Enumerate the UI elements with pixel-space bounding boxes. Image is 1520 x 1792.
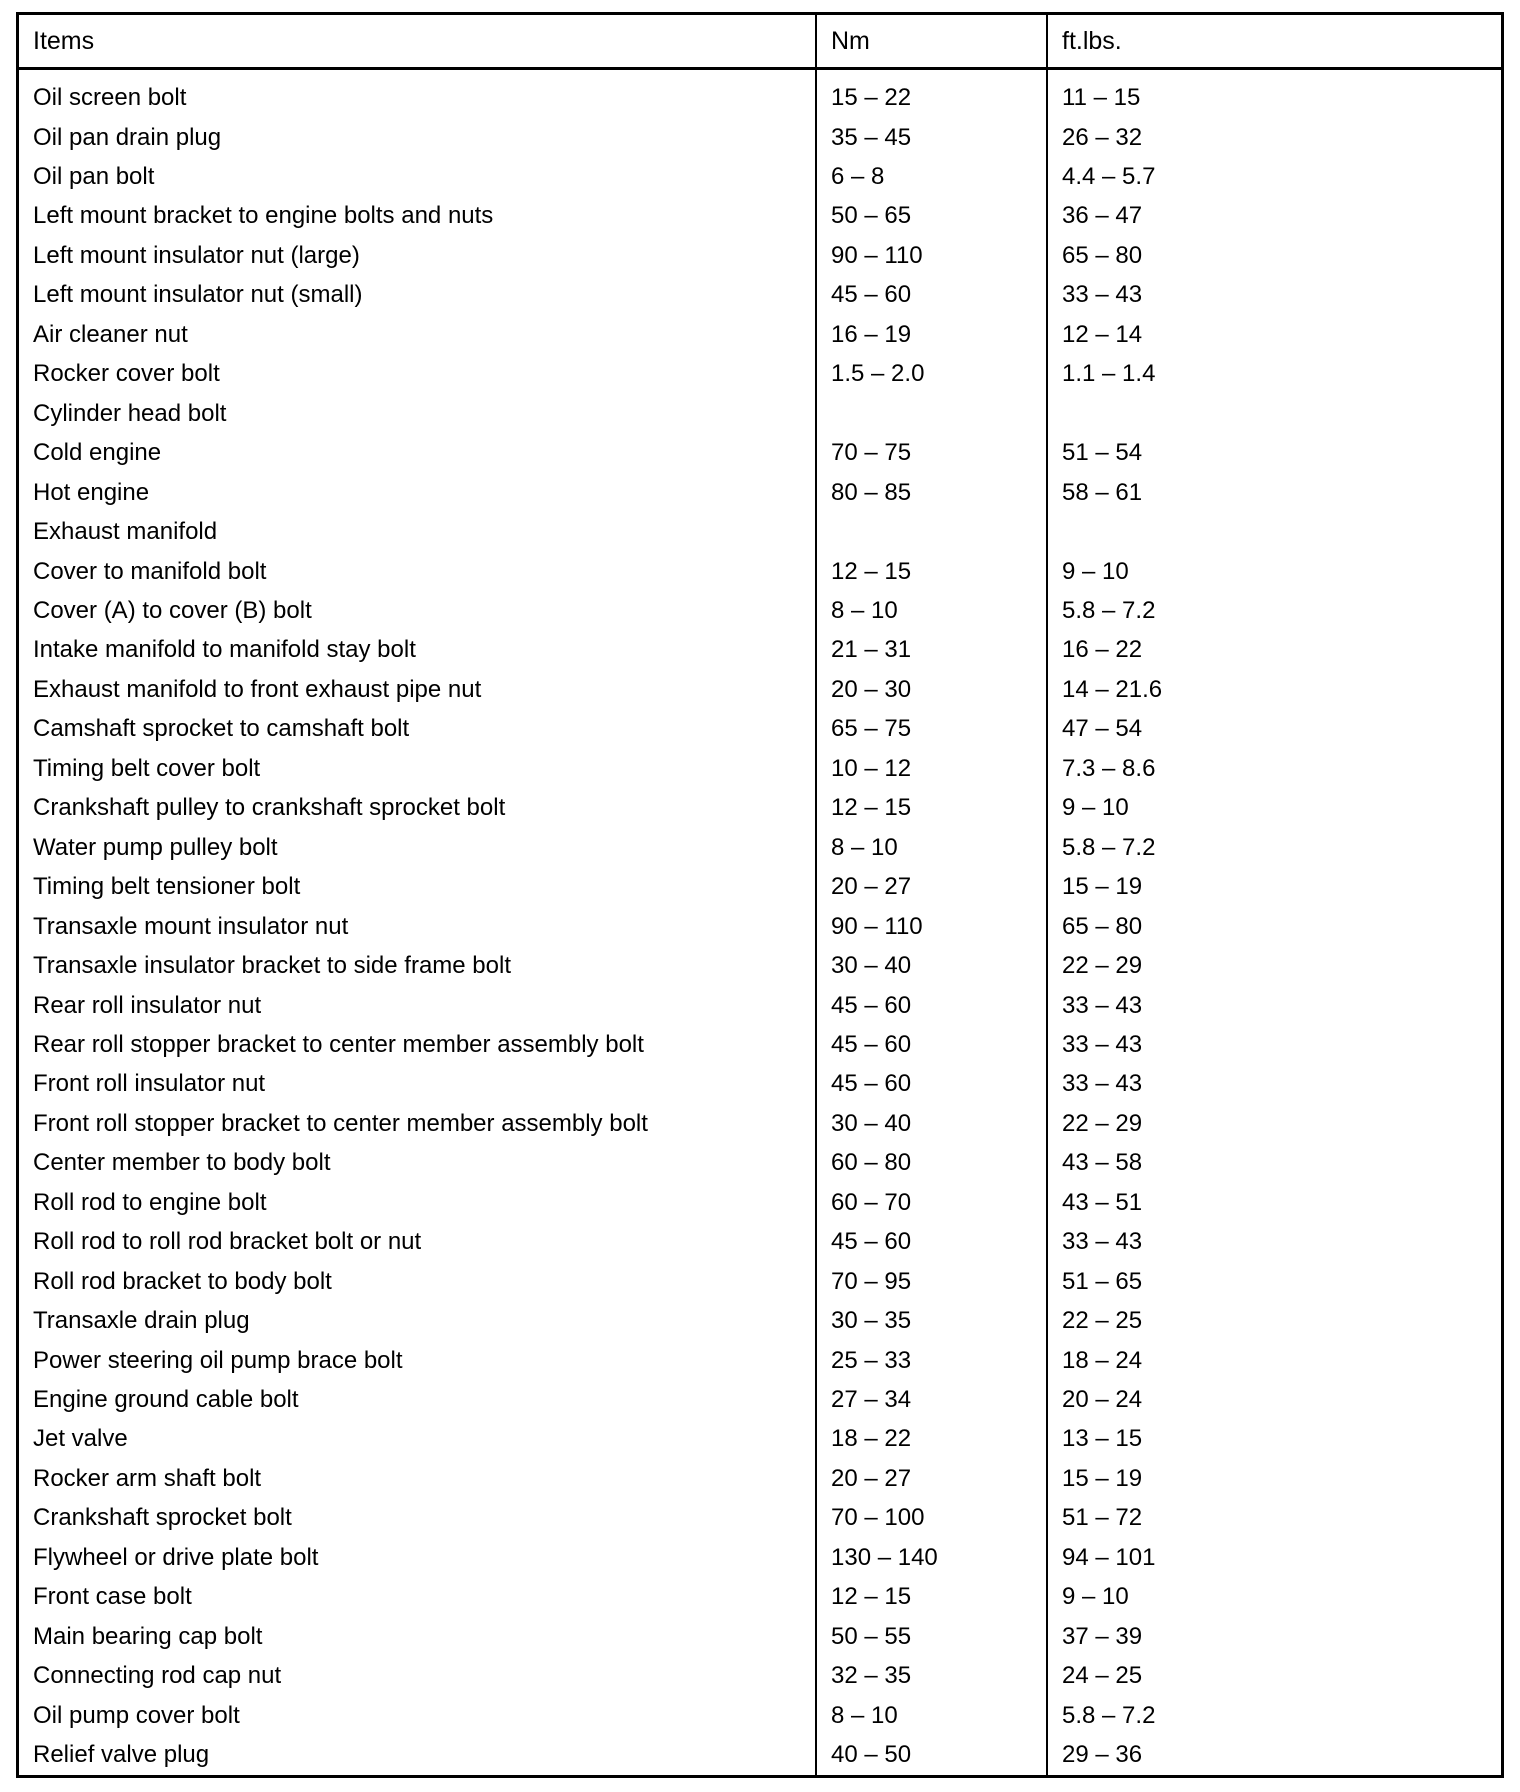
nm-cell: 35 – 45: [816, 118, 1047, 157]
nm-cell: 45 – 60: [816, 1025, 1047, 1064]
item-cell: Main bearing cap bolt: [33, 1622, 263, 1650]
ftlbs-cell: 11 – 15: [1047, 69, 1501, 118]
item-cell: Transaxle mount insulator nut: [33, 912, 349, 940]
table-row: [19, 236, 1501, 275]
torque-spec-table: [19, 15, 1501, 1775]
item-cell: Oil pan drain plug: [33, 123, 222, 151]
item-cell: Left mount insulator nut (small): [33, 281, 363, 309]
ftlbs-cell: 29 – 36: [1047, 1735, 1501, 1775]
ftlbs-cell: 22 – 29: [1047, 1104, 1501, 1143]
nm-cell: 40 – 50: [816, 1735, 1047, 1775]
ftlbs-cell: 51 – 54: [1047, 433, 1501, 472]
ftlbs-cell: 47 – 54: [1047, 710, 1501, 749]
item-cell: Oil pump cover bolt: [33, 1701, 240, 1729]
nm-cell: 60 – 80: [816, 1144, 1047, 1183]
ftlbs-cell: 5.8 – 7.2: [1047, 591, 1501, 630]
item-cell: Left mount bracket to engine bolts and nuts: [33, 202, 494, 230]
table-row: [19, 1144, 1501, 1183]
table-row: [19, 670, 1501, 709]
table-row: [19, 867, 1501, 906]
ftlbs-cell: 9 – 10: [1047, 552, 1501, 591]
ftlbs-cell: 7.3 – 8.6: [1047, 749, 1501, 788]
table-row: [19, 552, 1501, 591]
table-row: [19, 315, 1501, 354]
item-cell: Rear roll insulator nut: [33, 991, 262, 1019]
ftlbs-cell: 33 – 43: [1047, 276, 1501, 315]
ftlbs-cell: 14 – 21.6: [1047, 670, 1501, 709]
item-cell: Oil pan bolt: [33, 162, 155, 190]
ftlbs-cell: 1.1 – 1.4: [1047, 355, 1501, 394]
table-row: [19, 1459, 1501, 1498]
ftlbs-cell: 33 – 43: [1047, 1065, 1501, 1104]
item-cell: Camshaft sprocket to camshaft bolt: [33, 715, 410, 743]
table-row: [19, 986, 1501, 1025]
nm-cell: 30 – 40: [816, 946, 1047, 985]
item-cell: Roll rod bracket to body bolt: [33, 1267, 332, 1295]
item-cell: Transaxle insulator bracket to side frame bolt: [33, 952, 511, 980]
ftlbs-cell: 24 – 25: [1047, 1656, 1501, 1695]
nm-cell: 12 – 15: [816, 552, 1047, 591]
table-row: [19, 473, 1501, 512]
table-row: [19, 1420, 1501, 1459]
table-row: [19, 946, 1501, 985]
ftlbs-cell: 5.8 – 7.2: [1047, 1696, 1501, 1735]
nm-cell: 130 – 140: [816, 1538, 1047, 1577]
item-cell: Transaxle drain plug: [33, 1307, 250, 1335]
ftlbs-cell: 33 – 43: [1047, 986, 1501, 1025]
ftlbs-cell: 5.8 – 7.2: [1047, 828, 1501, 867]
table-row: [19, 907, 1501, 946]
item-cell: Cover (A) to cover (B) bolt: [33, 596, 312, 624]
nm-cell: 12 – 15: [816, 789, 1047, 828]
item-cell: Relief valve plug: [33, 1741, 210, 1769]
nm-cell: 20 – 30: [816, 670, 1047, 709]
nm-cell: 1.5 – 2.0: [816, 355, 1047, 394]
table-row: [19, 1538, 1501, 1577]
item-cell: Exhaust manifold: [33, 518, 218, 546]
item-cell: Crankshaft pulley to crankshaft sprocket bolt: [33, 794, 506, 822]
table-row: [19, 1380, 1501, 1419]
table-row: [19, 1104, 1501, 1143]
ftlbs-cell: 15 – 19: [1047, 867, 1501, 906]
ftlbs-cell: 22 – 25: [1047, 1301, 1501, 1340]
item-cell: Timing belt cover bolt: [33, 754, 261, 782]
table-row: [19, 69, 1501, 118]
item-cell: Rocker arm shaft bolt: [33, 1464, 262, 1492]
item-cell: Cover to manifold bolt: [33, 557, 267, 585]
nm-cell: 20 – 27: [816, 1459, 1047, 1498]
nm-cell: 70 – 75: [816, 433, 1047, 472]
item-cell: Water pump pulley bolt: [33, 833, 278, 861]
nm-cell: 65 – 75: [816, 710, 1047, 749]
item-cell: Intake manifold to manifold stay bolt: [33, 636, 416, 664]
nm-cell: 25 – 33: [816, 1341, 1047, 1380]
nm-cell: 20 – 27: [816, 867, 1047, 906]
nm-cell: 8 – 10: [816, 828, 1047, 867]
item-cell: Center member to body bolt: [33, 1149, 331, 1177]
ftlbs-cell: 9 – 10: [1047, 1578, 1501, 1617]
table-row: [19, 1735, 1501, 1775]
nm-cell: 32 – 35: [816, 1656, 1047, 1695]
ftlbs-cell: [1047, 394, 1501, 433]
table-row: [19, 355, 1501, 394]
table-row: [19, 157, 1501, 196]
item-cell: Oil screen bolt: [33, 83, 187, 111]
nm-cell: 90 – 110: [816, 236, 1047, 275]
nm-cell: 45 – 60: [816, 986, 1047, 1025]
item-cell: Roll rod to engine bolt: [33, 1188, 267, 1216]
item-cell: Front roll stopper bracket to center member assembly bolt: [33, 1109, 648, 1137]
col-header-nm: Nm: [816, 15, 1047, 69]
nm-cell: 27 – 34: [816, 1380, 1047, 1419]
item-cell: Timing belt tensioner bolt: [33, 873, 301, 901]
nm-cell: 30 – 35: [816, 1301, 1047, 1340]
ftlbs-cell: 51 – 65: [1047, 1262, 1501, 1301]
nm-cell: [816, 394, 1047, 433]
table-row: [19, 1025, 1501, 1064]
nm-cell: 60 – 70: [816, 1183, 1047, 1222]
item-cell: Crankshaft sprocket bolt: [33, 1504, 292, 1532]
ftlbs-cell: 15 – 19: [1047, 1459, 1501, 1498]
ftlbs-cell: 26 – 32: [1047, 118, 1501, 157]
table-row: [19, 1499, 1501, 1538]
table-row: [19, 1341, 1501, 1380]
ftlbs-cell: 58 – 61: [1047, 473, 1501, 512]
ftlbs-cell: 18 – 24: [1047, 1341, 1501, 1380]
item-cell: Cylinder head bolt: [33, 399, 227, 427]
ftlbs-cell: 36 – 47: [1047, 197, 1501, 236]
nm-cell: 45 – 60: [816, 276, 1047, 315]
ftlbs-cell: 9 – 10: [1047, 789, 1501, 828]
table-header-row: [19, 15, 1501, 69]
item-cell: Front case bolt: [33, 1583, 192, 1611]
ftlbs-cell: 13 – 15: [1047, 1420, 1501, 1459]
ftlbs-cell: 20 – 24: [1047, 1380, 1501, 1419]
table-row: [19, 1183, 1501, 1222]
ftlbs-cell: 12 – 14: [1047, 315, 1501, 354]
table-row: [19, 1223, 1501, 1262]
table-row: [19, 710, 1501, 749]
table-row: [19, 197, 1501, 236]
nm-cell: 8 – 10: [816, 591, 1047, 630]
nm-cell: 30 – 40: [816, 1104, 1047, 1143]
table-row: [19, 749, 1501, 788]
item-cell: Flywheel or drive plate bolt: [33, 1543, 319, 1571]
item-cell: Front roll insulator nut: [33, 1070, 266, 1098]
col-header-ftlbs: ft.lbs.: [1047, 15, 1501, 69]
page-border: [16, 12, 1504, 1778]
table-row: [19, 1065, 1501, 1104]
item-cell: Rocker cover bolt: [33, 360, 220, 388]
item-cell: Roll rod to roll rod bracket bolt or nut: [33, 1228, 422, 1256]
nm-cell: 18 – 22: [816, 1420, 1047, 1459]
ftlbs-cell: 43 – 51: [1047, 1183, 1501, 1222]
table-row: [19, 828, 1501, 867]
nm-cell: 50 – 65: [816, 197, 1047, 236]
nm-cell: 12 – 15: [816, 1578, 1047, 1617]
nm-cell: 15 – 22: [816, 69, 1047, 118]
ftlbs-cell: 65 – 80: [1047, 907, 1501, 946]
table-row: [19, 1617, 1501, 1656]
ftlbs-cell: 43 – 58: [1047, 1144, 1501, 1183]
nm-cell: [816, 512, 1047, 551]
table-row: [19, 1578, 1501, 1617]
nm-cell: 80 – 85: [816, 473, 1047, 512]
table-row: [19, 631, 1501, 670]
table-row: [19, 118, 1501, 157]
ftlbs-cell: [1047, 512, 1501, 551]
nm-cell: 16 – 19: [816, 315, 1047, 354]
ftlbs-cell: 22 – 29: [1047, 946, 1501, 985]
item-cell: Jet valve: [33, 1425, 128, 1453]
item-cell: Power steering oil pump brace bolt: [33, 1346, 403, 1374]
ftlbs-cell: 37 – 39: [1047, 1617, 1501, 1656]
ftlbs-cell: 94 – 101: [1047, 1538, 1501, 1577]
item-cell: Left mount insulator nut (large): [33, 241, 360, 269]
item-cell: Connecting rod cap nut: [33, 1662, 282, 1690]
nm-cell: 6 – 8: [816, 157, 1047, 196]
nm-cell: 10 – 12: [816, 749, 1047, 788]
nm-cell: 8 – 10: [816, 1696, 1047, 1735]
ftlbs-cell: 16 – 22: [1047, 631, 1501, 670]
ftlbs-cell: 33 – 43: [1047, 1223, 1501, 1262]
item-cell: Exhaust manifold to front exhaust pipe nut: [33, 675, 482, 703]
item-cell: Cold engine: [33, 439, 162, 467]
table-row: [19, 276, 1501, 315]
item-cell: Air cleaner nut: [33, 320, 188, 348]
nm-cell: 45 – 60: [816, 1223, 1047, 1262]
nm-cell: 90 – 110: [816, 907, 1047, 946]
nm-cell: 21 – 31: [816, 631, 1047, 670]
col-header-items: Items: [19, 15, 816, 69]
table-row: [19, 394, 1501, 433]
item-cell: Engine ground cable bolt: [33, 1386, 299, 1414]
nm-cell: 50 – 55: [816, 1617, 1047, 1656]
item-cell: Hot engine: [33, 478, 150, 506]
item-cell: Rear roll stopper bracket to center member assembly bolt: [33, 1030, 644, 1058]
ftlbs-cell: 65 – 80: [1047, 236, 1501, 275]
ftlbs-cell: 33 – 43: [1047, 1025, 1501, 1064]
table-row: [19, 789, 1501, 828]
table-row: [19, 1656, 1501, 1695]
ftlbs-cell: 4.4 – 5.7: [1047, 157, 1501, 196]
nm-cell: 70 – 100: [816, 1499, 1047, 1538]
table-row: [19, 591, 1501, 630]
table-row: [19, 1262, 1501, 1301]
ftlbs-cell: 51 – 72: [1047, 1499, 1501, 1538]
table-row: [19, 433, 1501, 472]
table-row: [19, 1696, 1501, 1735]
nm-cell: 70 – 95: [816, 1262, 1047, 1301]
torque-table-body: [19, 69, 1501, 1776]
table-row: [19, 512, 1501, 551]
nm-cell: 45 – 60: [816, 1065, 1047, 1104]
table-row: [19, 1301, 1501, 1340]
